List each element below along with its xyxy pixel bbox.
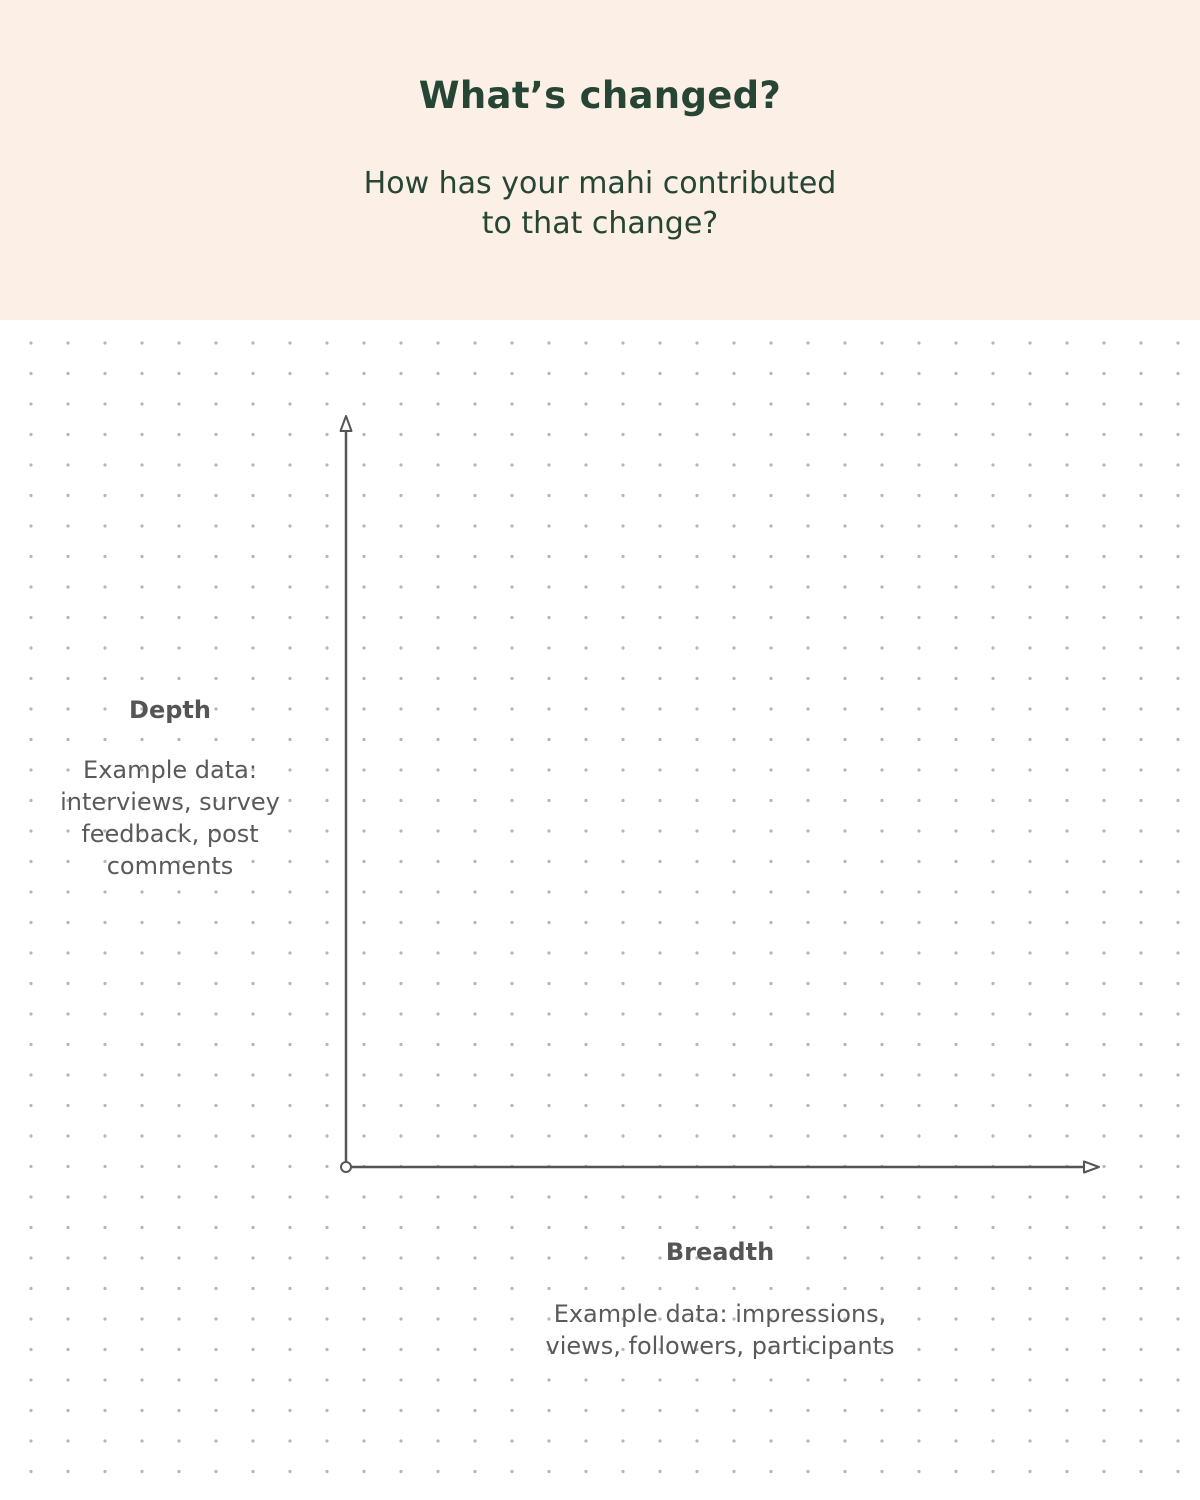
- breadth-heading: Breadth: [665, 1238, 775, 1266]
- depth-description-line: Example data:: [83, 756, 257, 784]
- depth-label-block: [40, 696, 300, 882]
- page-title: What’s changed?: [418, 74, 782, 117]
- breadth-description-line: Example data: impressions,: [553, 1300, 887, 1328]
- depth-description-line: feedback, post: [81, 820, 259, 848]
- depth-description: [40, 754, 300, 882]
- breadth-description-line: views, followers, participants: [545, 1332, 895, 1360]
- subtitle-line-2: to that change?: [481, 206, 719, 241]
- depth-heading: Depth: [129, 696, 211, 724]
- breadth-description: [530, 1298, 910, 1362]
- depth-description-line: comments: [106, 852, 234, 880]
- breadth-label-block: [530, 1238, 910, 1362]
- origin-point: [341, 1162, 351, 1172]
- y-axis-arrowhead: [341, 416, 352, 431]
- x-axis-arrowhead: [1084, 1162, 1099, 1173]
- depth-description-line: interviews, survey: [60, 788, 280, 816]
- subtitle-line-1: How has your mahi contributed: [363, 166, 837, 201]
